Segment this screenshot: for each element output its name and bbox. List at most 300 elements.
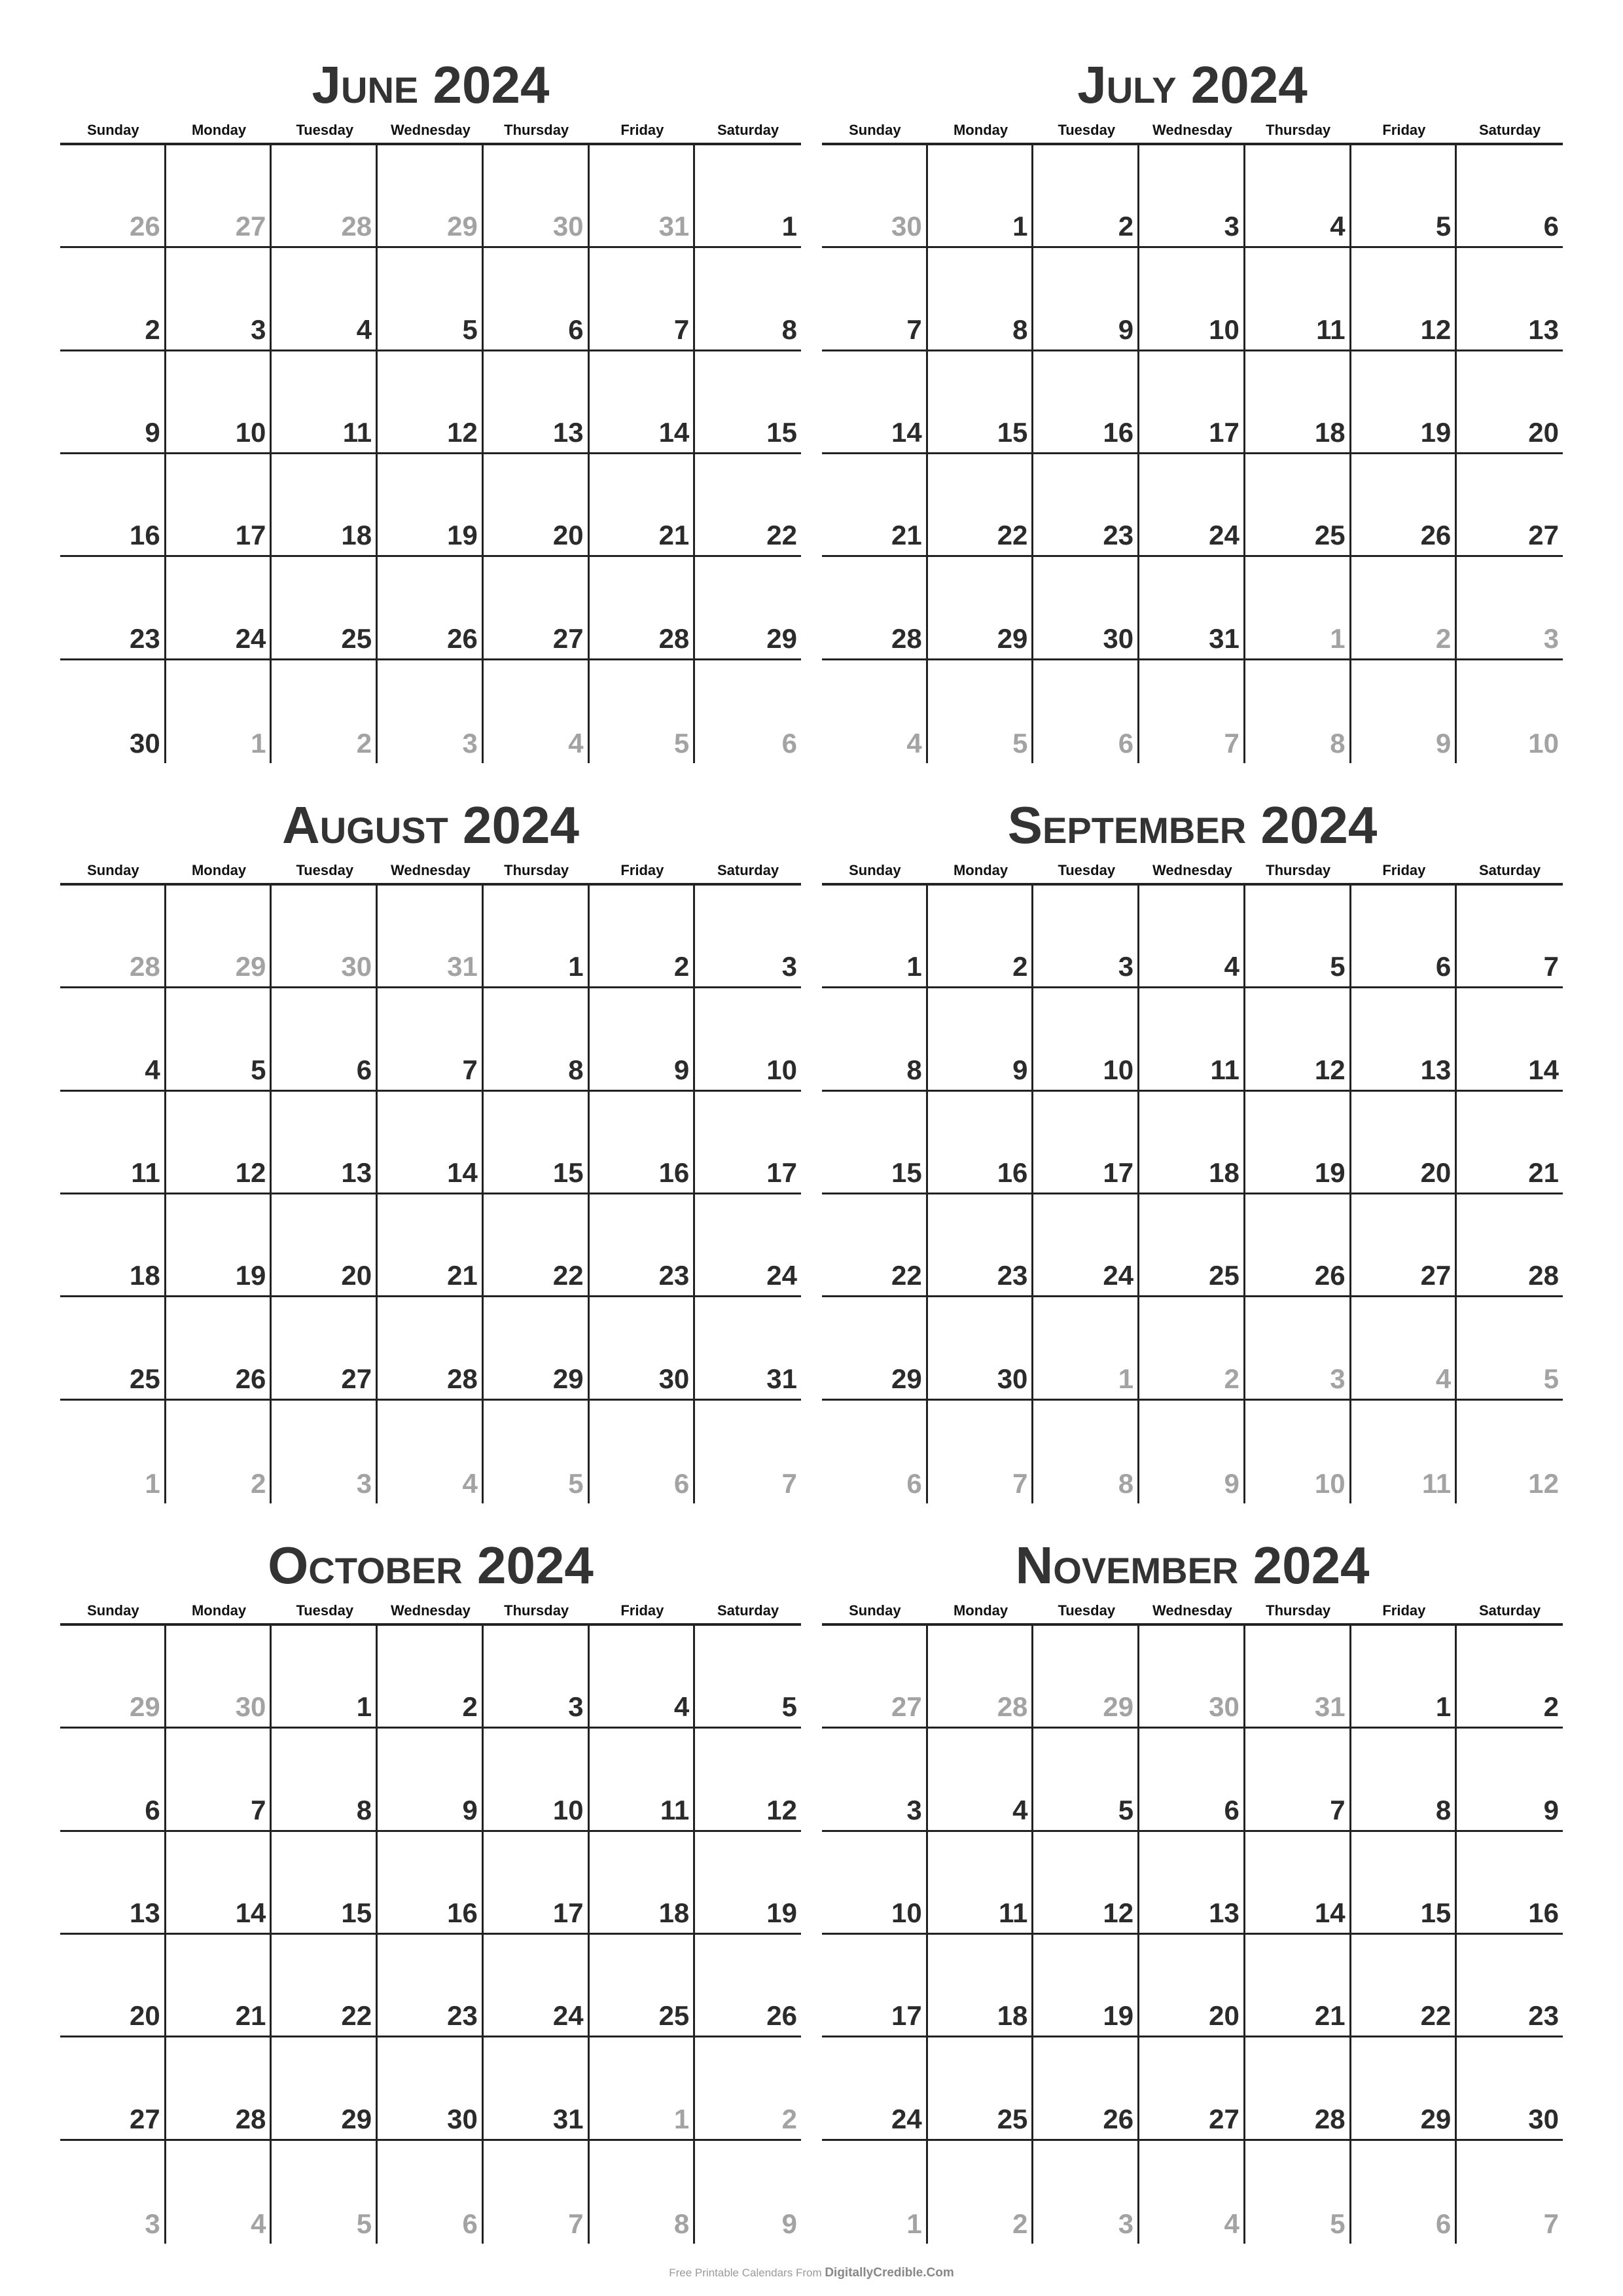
day-number: 15 (891, 1157, 922, 1188)
day-cell (1457, 145, 1563, 248)
day-cell (590, 1626, 696, 1729)
weekday-label: Wednesday (391, 122, 471, 138)
day-cell (1351, 1832, 1457, 1935)
day-number: 6 (462, 2208, 478, 2239)
day-cell (166, 1935, 272, 2037)
day-cell (695, 454, 801, 557)
day-cell (822, 351, 928, 454)
day-number: 3 (145, 2208, 160, 2239)
day-number: 26 (766, 2000, 797, 2032)
day-number: 4 (673, 1691, 690, 1723)
adjacent-month-day-cell (166, 2141, 272, 2244)
day-cell (1139, 557, 1245, 660)
day-number: 9 (673, 1054, 690, 1085)
day-cell (60, 1729, 166, 1831)
day-number: 29 (129, 1691, 160, 1723)
day-cell (822, 1297, 928, 1400)
month-title: November 2024 (1015, 1536, 1370, 1594)
day-cell (695, 1297, 801, 1400)
day-cell (822, 886, 928, 988)
adjacent-month-day-cell (272, 145, 378, 248)
day-number: 30 (552, 211, 584, 242)
day-cell (484, 1935, 590, 2037)
day-number: 3 (1543, 622, 1559, 654)
day-number: 11 (1421, 1467, 1452, 1499)
month-grid (60, 1623, 801, 2244)
day-cell (590, 1092, 696, 1194)
day-number: 2 (1012, 951, 1028, 982)
day-number: 25 (341, 622, 372, 654)
day-cell (1139, 2037, 1245, 2140)
day-cell (378, 1297, 484, 1400)
weekday-label: Saturday (717, 122, 779, 138)
adjacent-month-day-cell (1245, 2141, 1351, 2244)
day-cell (1033, 145, 1139, 248)
day-cell (590, 1194, 696, 1297)
month-july (822, 0, 1563, 759)
day-cell (1457, 1626, 1563, 1729)
adjacent-month-day-cell (1457, 2141, 1563, 2244)
day-number: 24 (1103, 1260, 1134, 1291)
day-number: 3 (251, 314, 266, 345)
day-cell (1457, 1832, 1563, 1935)
day-number: 3 (1118, 951, 1134, 982)
day-number: 7 (462, 1054, 478, 1085)
footer-credit (0, 2266, 1623, 2280)
weekday-label: Tuesday (1058, 862, 1116, 878)
day-cell (484, 1626, 590, 1729)
day-cell (1245, 2037, 1351, 2140)
day-cell (590, 1832, 696, 1935)
adjacent-month-day-cell (166, 145, 272, 248)
day-number: 31 (447, 951, 478, 982)
day-cell (695, 886, 801, 988)
day-number: 13 (129, 1897, 160, 1928)
month-grid (60, 143, 801, 763)
day-number: 1 (1118, 1363, 1134, 1394)
day-number: 2 (1224, 1363, 1240, 1394)
day-cell (1351, 886, 1457, 988)
day-cell (1245, 351, 1351, 454)
day-cell (1457, 351, 1563, 454)
day-cell (695, 1729, 801, 1831)
day-number: 21 (1528, 1157, 1559, 1188)
day-number: 18 (341, 520, 372, 551)
day-number: 13 (1420, 1054, 1452, 1085)
weekday-label: Wednesday (1152, 122, 1232, 138)
day-number: 8 (673, 2208, 690, 2239)
day-number: 1 (568, 951, 584, 982)
day-number: 25 (658, 2000, 690, 2032)
day-cell (1245, 1832, 1351, 1935)
day-number: 31 (1209, 622, 1240, 654)
adjacent-month-day-cell (695, 2141, 801, 2244)
day-number: 22 (552, 1260, 584, 1291)
day-number: 29 (766, 622, 797, 654)
day-cell (928, 988, 1034, 1091)
day-cell (695, 1832, 801, 1935)
day-number: 26 (447, 622, 478, 654)
day-cell (166, 1729, 272, 1831)
day-number: 2 (673, 951, 690, 982)
day-cell (928, 351, 1034, 454)
weekday-label: Saturday (1478, 862, 1541, 878)
day-number: 30 (658, 1363, 690, 1394)
day-number: 5 (1330, 951, 1346, 982)
day-cell (1033, 886, 1139, 988)
day-number: 24 (1209, 520, 1240, 551)
adjacent-month-day-cell (1457, 557, 1563, 660)
weekday-label: Monday (953, 122, 1008, 138)
day-number: 17 (552, 1897, 584, 1928)
day-number: 2 (145, 314, 160, 345)
day-number: 10 (235, 416, 266, 448)
day-cell (484, 1092, 590, 1194)
day-number: 8 (781, 314, 797, 345)
day-number: 2 (1543, 1691, 1559, 1723)
day-number: 5 (1543, 1363, 1559, 1394)
adjacent-month-day-cell (1351, 2141, 1457, 2244)
adjacent-month-day-cell (60, 2141, 166, 2244)
day-cell (1139, 454, 1245, 557)
day-cell (928, 1729, 1034, 1831)
weekday-header (60, 119, 801, 141)
day-cell (590, 1729, 696, 1831)
day-number: 15 (1420, 1897, 1452, 1928)
day-cell (1033, 988, 1139, 1091)
day-number: 18 (1209, 1157, 1240, 1188)
adjacent-month-day-cell (272, 886, 378, 988)
day-cell (378, 988, 484, 1091)
day-number: 27 (1209, 2103, 1240, 2134)
day-cell (695, 351, 801, 454)
day-cell (590, 454, 696, 557)
day-cell (822, 1832, 928, 1935)
day-number: 5 (1118, 1794, 1134, 1825)
month-title: July 2024 (1077, 56, 1308, 114)
day-number: 28 (447, 1363, 478, 1394)
day-number: 15 (997, 416, 1028, 448)
adjacent-month-day-cell (166, 886, 272, 988)
day-number: 11 (660, 1794, 690, 1825)
day-number: 1 (1330, 622, 1346, 654)
day-number: 16 (1103, 416, 1134, 448)
day-number: 11 (999, 1897, 1028, 1928)
day-cell (1457, 2037, 1563, 2140)
day-number: 1 (906, 951, 922, 982)
day-cell (272, 1194, 378, 1297)
weekday-label: Saturday (1478, 1602, 1541, 1619)
day-number: 12 (235, 1157, 266, 1188)
day-number: 16 (658, 1157, 690, 1188)
day-number: 9 (145, 416, 160, 448)
day-number: 17 (235, 520, 266, 551)
day-number: 30 (891, 211, 922, 242)
day-number: 1 (781, 211, 797, 242)
day-number: 7 (673, 314, 690, 345)
day-number: 25 (1314, 520, 1346, 551)
day-number: 24 (891, 2103, 922, 2134)
weekday-label: Friday (620, 862, 664, 878)
day-cell (822, 988, 928, 1091)
day-number: 7 (568, 2208, 584, 2239)
day-number: 13 (1209, 1897, 1240, 1928)
day-cell (1139, 988, 1245, 1091)
day-cell (1245, 454, 1351, 557)
day-number: 19 (1420, 416, 1452, 448)
month-title: October 2024 (268, 1536, 594, 1594)
adjacent-month-day-cell (1139, 2141, 1245, 2244)
day-cell (1245, 886, 1351, 988)
adjacent-month-day-cell (1245, 1297, 1351, 1400)
day-number: 31 (766, 1363, 797, 1394)
day-cell (822, 1092, 928, 1194)
adjacent-month-day-cell (928, 2141, 1034, 2244)
day-number: 28 (129, 951, 160, 982)
day-number: 9 (1012, 1054, 1028, 1085)
day-number: 19 (235, 1260, 266, 1291)
day-number: 4 (568, 727, 584, 759)
day-number: 20 (129, 2000, 160, 2032)
day-number: 15 (766, 416, 797, 448)
day-number: 2 (1118, 211, 1134, 242)
day-cell (1457, 988, 1563, 1091)
day-cell (272, 557, 378, 660)
day-number: 4 (1224, 951, 1240, 982)
weekday-label: Friday (1382, 122, 1426, 138)
day-number: 29 (1103, 1691, 1134, 1723)
day-cell (272, 248, 378, 351)
day-cell (590, 557, 696, 660)
day-cell (1139, 886, 1245, 988)
month-october (60, 1480, 801, 2239)
weekday-label: Thursday (504, 122, 569, 138)
day-cell (60, 2037, 166, 2140)
footer-site-link[interactable]: DigitallyCredible.Com (825, 2266, 954, 2280)
adjacent-month-day-cell (822, 145, 928, 248)
day-number: 23 (447, 2000, 478, 2032)
day-cell (378, 351, 484, 454)
day-number: 8 (568, 1054, 584, 1085)
day-number: 8 (1330, 727, 1346, 759)
day-number: 9 (462, 1794, 478, 1825)
day-cell (1351, 248, 1457, 351)
day-number: 22 (997, 520, 1028, 551)
weekday-label: Tuesday (296, 862, 354, 878)
day-cell (1245, 988, 1351, 1091)
day-cell (166, 248, 272, 351)
day-cell (1139, 145, 1245, 248)
day-number: 1 (1012, 211, 1028, 242)
day-cell (1457, 886, 1563, 988)
day-number: 1 (145, 1467, 160, 1499)
day-number: 4 (462, 1467, 478, 1499)
day-number: 16 (447, 1897, 478, 1928)
weekday-label: Tuesday (296, 122, 354, 138)
weekday-label: Wednesday (1152, 1602, 1232, 1619)
weekday-label: Thursday (1266, 122, 1331, 138)
day-number: 27 (341, 1363, 372, 1394)
day-cell (822, 1194, 928, 1297)
month-title: August 2024 (282, 796, 579, 854)
adjacent-month-day-cell (590, 2037, 696, 2140)
day-cell (378, 454, 484, 557)
weekday-label: Friday (620, 1602, 664, 1619)
day-number: 28 (997, 1691, 1028, 1723)
adjacent-month-day-cell (166, 1626, 272, 1729)
day-number: 27 (235, 211, 266, 242)
day-cell (60, 1935, 166, 2037)
day-cell (166, 454, 272, 557)
adjacent-month-day-cell (695, 2037, 801, 2140)
day-number: 5 (1012, 727, 1028, 759)
weekday-label: Tuesday (296, 1602, 354, 1619)
day-number: 28 (341, 211, 372, 242)
day-number: 11 (131, 1157, 160, 1188)
day-cell (378, 1832, 484, 1935)
day-number: 30 (1103, 622, 1134, 654)
day-number: 4 (251, 2208, 266, 2239)
day-number: 26 (235, 1363, 266, 1394)
adjacent-month-day-cell (822, 2141, 928, 2244)
day-cell (1245, 1729, 1351, 1831)
adjacent-month-day-cell (1139, 1297, 1245, 1400)
month-grid (822, 883, 1563, 1503)
day-cell (272, 454, 378, 557)
day-number: 18 (658, 1897, 690, 1928)
adjacent-month-day-cell (1033, 1297, 1139, 1400)
day-number: 30 (997, 1363, 1028, 1394)
day-number: 10 (1209, 314, 1240, 345)
day-number: 13 (341, 1157, 372, 1188)
day-number: 9 (1435, 727, 1452, 759)
day-cell (1139, 1194, 1245, 1297)
day-number: 12 (766, 1794, 797, 1825)
day-number: 8 (1012, 314, 1028, 345)
day-cell (590, 988, 696, 1091)
day-cell (695, 1626, 801, 1729)
day-cell (1351, 1729, 1457, 1831)
day-cell (60, 351, 166, 454)
day-number: 2 (462, 1691, 478, 1723)
day-number: 9 (1224, 1467, 1240, 1499)
adjacent-month-day-cell (928, 1626, 1034, 1729)
day-number: 14 (891, 416, 922, 448)
month-grid (822, 1623, 1563, 2244)
weekday-header (60, 1600, 801, 1622)
day-number: 17 (1103, 1157, 1134, 1188)
day-number: 12 (1314, 1054, 1346, 1085)
day-cell (484, 1832, 590, 1935)
day-number: 27 (552, 622, 584, 654)
day-number: 26 (1314, 1260, 1346, 1291)
weekday-header (822, 119, 1563, 141)
day-number: 6 (568, 314, 584, 345)
adjacent-month-day-cell (378, 145, 484, 248)
day-number: 9 (1118, 314, 1134, 345)
day-cell (822, 454, 928, 557)
day-cell (822, 1729, 928, 1831)
day-cell (272, 988, 378, 1091)
day-cell (695, 1194, 801, 1297)
day-number: 30 (447, 2103, 478, 2134)
day-cell (822, 557, 928, 660)
day-number: 5 (673, 727, 690, 759)
day-number: 22 (891, 1260, 922, 1291)
adjacent-month-day-cell (1245, 557, 1351, 660)
day-cell (695, 145, 801, 248)
day-number: 22 (1420, 2000, 1452, 2032)
day-number: 4 (1012, 1794, 1028, 1825)
day-number: 26 (129, 211, 160, 242)
day-cell (1245, 145, 1351, 248)
adjacent-month-day-cell (590, 2141, 696, 2244)
adjacent-month-day-cell (378, 2141, 484, 2244)
day-cell (695, 1092, 801, 1194)
day-cell (695, 248, 801, 351)
weekday-label: Friday (620, 122, 664, 138)
weekday-label: Wednesday (391, 1602, 471, 1619)
footer-prefix: Free Printable Calendars From (669, 2267, 825, 2279)
day-number: 7 (1543, 2208, 1559, 2239)
day-number: 27 (1528, 520, 1559, 551)
day-number: 19 (447, 520, 478, 551)
weekday-label: Sunday (87, 1602, 139, 1619)
day-cell (60, 1832, 166, 1935)
day-cell (1457, 1935, 1563, 2037)
day-number: 4 (906, 727, 922, 759)
weekday-label: Saturday (717, 862, 779, 878)
day-number: 7 (1543, 951, 1559, 982)
day-number: 21 (891, 520, 922, 551)
weekday-header (822, 859, 1563, 882)
day-number: 6 (1543, 211, 1559, 242)
month-september (822, 740, 1563, 1499)
day-number: 18 (129, 1260, 160, 1291)
month-grid (822, 143, 1563, 763)
day-number: 29 (891, 1363, 922, 1394)
day-number: 20 (1209, 2000, 1240, 2032)
day-cell (928, 1092, 1034, 1194)
weekday-label: Monday (191, 1602, 247, 1619)
day-number: 12 (1103, 1897, 1134, 1928)
day-number: 29 (997, 622, 1028, 654)
day-number: 4 (1224, 2208, 1240, 2239)
day-number: 22 (766, 520, 797, 551)
day-cell (484, 1729, 590, 1831)
day-cell (1033, 2037, 1139, 2140)
day-number: 6 (1118, 727, 1134, 759)
day-cell (590, 886, 696, 988)
day-cell (378, 557, 484, 660)
day-number: 3 (568, 1691, 584, 1723)
adjacent-month-day-cell (484, 2141, 590, 2244)
month-title: September 2024 (1007, 796, 1378, 854)
day-cell (1245, 248, 1351, 351)
day-number: 31 (1314, 1691, 1346, 1723)
day-cell (60, 1194, 166, 1297)
day-number: 13 (1528, 314, 1559, 345)
day-cell (272, 2037, 378, 2140)
day-number: 21 (1314, 2000, 1346, 2032)
day-number: 19 (1314, 1157, 1346, 1188)
month-title: June 2024 (312, 56, 550, 114)
day-number: 5 (1435, 211, 1452, 242)
day-cell (1033, 248, 1139, 351)
day-cell (1033, 1935, 1139, 2037)
day-number: 1 (251, 727, 266, 759)
day-number: 7 (1330, 1794, 1346, 1825)
